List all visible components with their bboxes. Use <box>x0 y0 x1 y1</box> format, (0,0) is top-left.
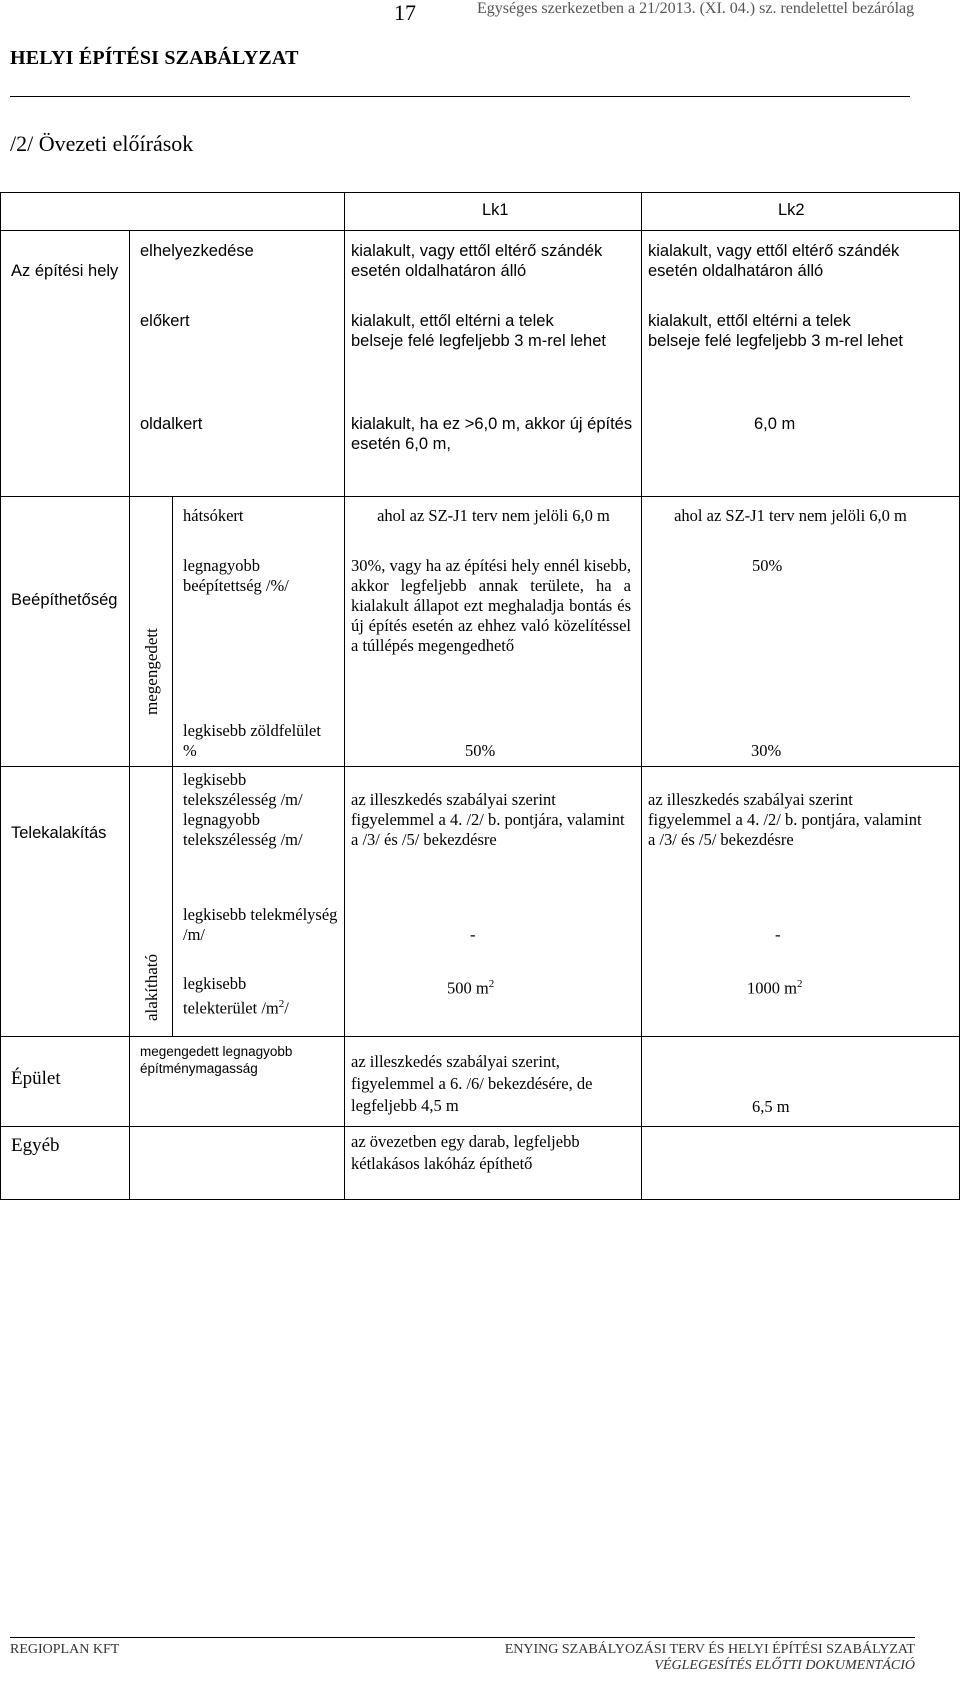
lk1-zoldfelulet: 50% <box>465 741 496 760</box>
page-number: 17 <box>394 0 416 25</box>
lk1-epitesi-hely <box>345 231 642 497</box>
col-header-lk2: Lk2 <box>642 193 960 231</box>
lk1-beepithetoseg <box>345 497 642 767</box>
footer-divider <box>10 1637 915 1638</box>
lk1-telekmelyseg: - <box>470 925 476 944</box>
vertical-label-megengedett: megengedett <box>142 628 161 715</box>
table-row-beepithetoseg <box>1 497 960 767</box>
lk1-elhelyezkedes: kialakult, vagy ettől eltérő szándék esetén oldalhatáron álló <box>351 242 603 280</box>
table-row-telekalakitas <box>1 767 960 1037</box>
lk1-beepitettseg: 30%, vagy ha az építési hely ennél kisebb, akkor legfeljebb annak területe, ha a kialakult állapot ezt meghaladja bontás és új építés esetén az ehhez való közelítéssel a túllépés megengedhető <box>351 556 631 655</box>
lk2-telekmelyseg: - <box>775 925 781 944</box>
label-elokert: előkert <box>140 312 190 330</box>
group-telekalakitas: Telekalakítás <box>1 767 130 1037</box>
group-epulet: Épület <box>1 1037 130 1127</box>
label-beepitettseg: legnagyobb beépítettség /%/ <box>183 556 289 595</box>
footer-line-1: ENYING SZABÁLYOZÁSI TERV ÉS HELYI ÉPÍTÉSI SZABÁLYZAT <box>504 1642 915 1657</box>
lk2-telekszelesseg: az illeszkedés szabályai szerint figyelemmel a 4. /2/ b. pontjára, valamint a /3/ és /5/ bekezdésre <box>648 790 922 849</box>
table-row-epitesi-hely <box>1 231 960 497</box>
lk1-epitmenymagassag-cell <box>345 1037 642 1127</box>
lk2-elokert: kialakult, ettől eltérni a telek belseje felé legfeljebb 3 m-rel lehet <box>648 312 903 350</box>
lk2-epitesi-hely <box>642 231 960 497</box>
footer-document-info <box>460 1642 915 1674</box>
header-consolidation-note: Egységes szerkezetben a 21/2013. (XI. 04.) sz. rendelettel bezárólag <box>477 0 915 17</box>
lk2-oldalkert: 6,0 m <box>754 415 796 433</box>
table-row-egyeb <box>1 1127 960 1200</box>
footer-line-2: VÉGLEGESÍTÉS ELŐTTI DOKUMENTÁCIÓ <box>654 1658 915 1673</box>
label-egyeb-blank <box>130 1127 345 1200</box>
lk2-telekterulet: 1000 $m^2$ <box>747 978 803 998</box>
lk2-zoldfelulet: 30% <box>751 741 782 760</box>
footer-company: REGIOPLAN KFT <box>10 1642 120 1657</box>
lk1-egyeb: az övezetben egy darab, legfeljebb kétlakásos lakóház építhető <box>351 1132 580 1173</box>
table-row-epulet <box>1 1037 960 1127</box>
group-beepithetoseg: Beépíthetőség <box>1 497 130 767</box>
lk2-egyeb-blank <box>642 1127 960 1200</box>
label-epitmenymagassag: megengedett legnagyobb építménymagasság <box>140 1044 293 1076</box>
vert-alakithato-cell <box>130 767 173 1037</box>
lk1-telekszelesseg: az illeszkedés szabályai szerint figyelemmel a 4. /2/ b. pontjára, valamint a /3/ és /5/ bekezdésre <box>351 790 625 849</box>
label-elhelyezkedes: elhelyezkedése <box>140 242 254 260</box>
labels-beepithetoseg <box>173 497 345 767</box>
lk1-epitmenymagassag: az illeszkedés szabályai szerint, figyelemmel a 6. /6/ bekezdésére, de legfeljebb 4,5 m <box>351 1052 593 1115</box>
zoning-regulation-table <box>0 192 960 1200</box>
lk2-beepitettseg: 50% <box>752 556 783 575</box>
group-egyeb: Egyéb <box>1 1127 130 1200</box>
lk2-hatsokert: ahol az SZ-J1 terv nem jelöli 6,0 m <box>674 506 907 525</box>
lk1-elokert: kialakult, ettől eltérni a telek belseje felé legfeljebb 3 m-rel lehet <box>351 312 606 350</box>
header-divider <box>10 96 910 97</box>
labels-epitesi-hely <box>130 231 345 497</box>
label-telekterulet: legkisebb telekterület $/m^2/$ <box>183 974 289 1018</box>
vertical-label-alakithato: alakítható <box>142 953 161 1021</box>
label-telekszelesseg: legkisebb telekszélesség /m/ legnagyobb telekszélesség /m/ <box>183 770 303 849</box>
document-title: HELYI ÉPÍTÉSI SZABÁLYZAT <box>10 47 299 69</box>
lk2-telekalakitas <box>642 767 960 1037</box>
lk2-beepithetoseg <box>642 497 960 767</box>
lk2-epitmenymagassag-cell <box>642 1037 960 1127</box>
group-epitesi-hely: Az építési hely <box>1 231 130 497</box>
lk1-telekalakitas <box>345 767 642 1037</box>
labels-telekalakitas <box>173 767 345 1037</box>
col-header-lk1: Lk1 <box>345 193 642 231</box>
lk1-egyeb-cell <box>345 1127 642 1200</box>
label-telekmelyseg: legkisebb telekmélység /m/ <box>183 905 338 944</box>
section-title: /2/ Övezeti előírások <box>10 131 194 156</box>
vert-megengedett-cell <box>130 497 173 767</box>
lk2-elhelyezkedes: kialakult, vagy ettől eltérő szándék esetén oldalhatáron álló <box>648 242 900 280</box>
table-header-row <box>1 193 960 231</box>
header-blank-cell <box>1 193 345 231</box>
label-hatsokert: hátsókert <box>183 506 244 525</box>
lk1-hatsokert: ahol az SZ-J1 terv nem jelöli 6,0 m <box>377 506 610 525</box>
lk2-epitmenymagassag: 6,5 m <box>752 1097 790 1116</box>
lk1-oldalkert: kialakult, ha ez >6,0 m, akkor új építés esetén 6,0 m, <box>351 415 633 453</box>
label-oldalkert: oldalkert <box>140 415 203 433</box>
lk1-telekterulet: 500 $m^2$ <box>447 978 495 998</box>
label-epitmenymagassag-cell <box>130 1037 345 1127</box>
label-zoldfelulet: legkisebb zöldfelület % <box>183 721 321 760</box>
